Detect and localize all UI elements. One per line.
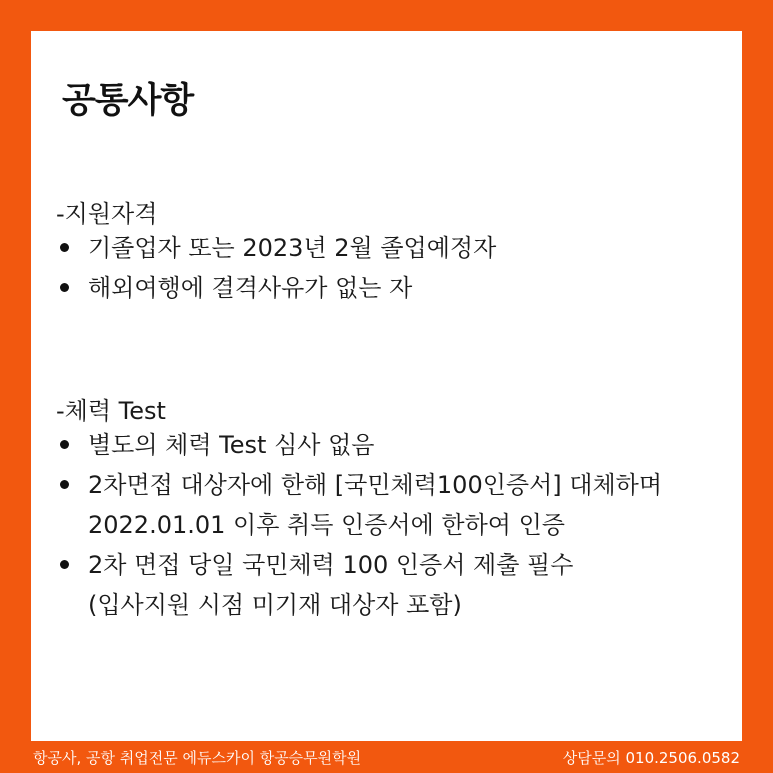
list-item: [56, 228, 496, 268]
list-item-text-continued: (입사지원 시점 미기재 대상자 포함): [88, 591, 462, 619]
list-item-text: 기졸업자 또는 2023년 2월 졸업예정자: [88, 234, 497, 262]
bullet-icon: [60, 283, 69, 292]
list-item: [56, 425, 662, 465]
footer: [0, 741, 773, 773]
bullet-icon: [60, 243, 69, 252]
list-item: [56, 465, 662, 545]
footer-contact-number: 상담문의 010.2506.0582: [562, 749, 740, 767]
footer-academy-name: 항공사, 공항 취업전문 에듀스카이 항공승무원학원: [33, 749, 362, 767]
page-title: 공통사항: [62, 81, 194, 121]
list-item-text: 2차 면접 당일 국민체력 100 인증서 제출 필수: [88, 551, 574, 579]
bullet-icon: [60, 480, 69, 489]
qualification-list: [56, 228, 496, 308]
bullet-icon: [60, 560, 69, 569]
fitness-test-list: [56, 425, 662, 625]
list-item-text: 해외여행에 결격사유가 없는 자: [88, 274, 413, 302]
bullet-icon: [60, 440, 69, 449]
section-heading-fitness-test: -체력 Test: [56, 397, 166, 425]
list-item-text: 별도의 체력 Test 심사 없음: [88, 431, 375, 459]
list-item: [56, 545, 662, 625]
section-heading-qualification: -지원자격: [56, 200, 158, 228]
content-card: [31, 31, 742, 741]
list-item-text-continued: 2022.01.01 이후 취득 인증서에 한하여 인증: [88, 511, 565, 539]
list-item: [56, 268, 496, 308]
list-item-text: 2차면접 대상자에 한해 [국민체력100인증서] 대체하며: [88, 471, 662, 499]
